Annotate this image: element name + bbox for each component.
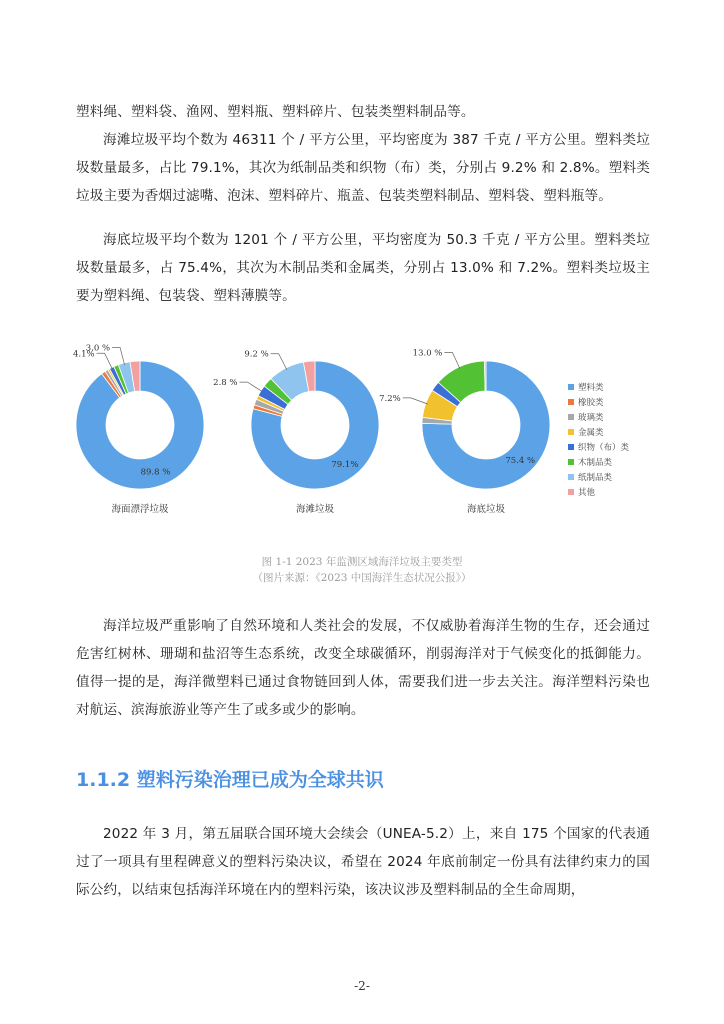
paragraph-unea: 2022 年 3 月，第五届联合国环境大会续会（UNEA-5.2）上，来自 175 个国家的代表通过了一项具有里程碑意义的塑料污染决议，希望在 2024 年底前制定一份具有法律约束力的国际公约，以结束包括海洋环境在内的塑料污染，该决议涉及塑料制品的全生命周期， [76,826,650,898]
legend-swatch-3 [568,429,574,435]
paragraph-beach-litter: 海滩垃圾平均个数为 46311 个 / 平方公里，平均密度为 387 千克 / 平方公里。塑料类垃圾数量最多，占比 79.1%，其次为纸制品类和织物（布）类，分别占 9.2% 和 2.8%。塑料类垃圾主要为香烟过滤嘴、泡沫、塑料碎片、瓶盖、包装类塑料制品、塑料袋、塑料瓶等。 [76,132,650,204]
data-label-0-1: 4.1% [72,349,95,360]
litter-donut-charts [60,340,670,540]
data-label-0-2: 3.0 % [85,343,111,354]
legend-swatch-2 [568,414,574,420]
page-number: -2- [354,979,370,993]
slice-2-7 [484,361,486,391]
legend-swatch-5 [568,459,574,465]
leader-line-1-1 [239,382,262,392]
data-label-1-0: 79.1% [331,459,359,470]
chart-title-0: 海面漂浮垃圾 [111,504,169,515]
legend-swatch-7 [568,489,574,495]
legend-label-4: 织物（布）类 [578,443,630,453]
data-label-1-2: 9.2 % [244,349,269,360]
legend-swatch-6 [568,474,574,480]
data-label-0-0: 89.8 % [140,467,171,478]
figure-caption: 图 1-1 2023 年监测区域海洋垃圾主要类型 [261,556,463,568]
chart-title-1: 海滩垃圾 [295,504,335,515]
leader-line-0-2 [112,348,124,365]
data-label-1-1: 2.8 % [213,378,238,389]
paragraph-continuation: 塑料绳、塑料袋、渔网、塑料瓶、塑料碎片、包装类塑料制品等。 [76,104,475,120]
legend-label-6: 纸制品类 [578,473,613,483]
data-label-2-0: 75.4 % [505,456,536,467]
figure-source: （图片来源：《2023 中国海洋生态状况公报》） [252,572,472,584]
data-label-2-1: 7.2% [379,393,401,404]
chart-title-2: 海底垃圾 [466,504,506,515]
legend-swatch-1 [568,399,574,405]
paragraph-impact: 海洋垃圾严重影响了自然环境和人类社会的发展，不仅威胁着海洋生物的生存，还会通过危害红树林、珊瑚和盐沼等生态系统，改变全球碳循环，削弱海洋对于气候变化的抵御能力。值得一提的是，海洋微塑料已通过食物链回到人体，需要我们进一步去关注。海洋塑料污染也对航运、滨海旅游业等产生了或多或少的影响。 [76,618,650,718]
legend-label-1: 橡胶类 [578,398,604,408]
paragraph-seabed-litter: 海底垃圾平均个数为 1201 个 / 平方公里，平均密度为 50.3 千克 / 平方公里。塑料类垃圾数量最多，占 75.4%，其次为木制品类和金属类，分别占 13.0% 和 7.2%。塑料类垃圾主要为塑料绳、包装袋、塑料薄膜等。 [76,232,650,304]
data-label-2-2: 13.0 % [412,348,443,359]
leader-line-1-2 [271,354,287,370]
legend-swatch-0 [568,384,574,390]
legend-label-3: 金属类 [578,428,604,438]
leader-line-2-2 [444,352,460,368]
section-heading: 1.1.2 塑料污染治理已成为全球共识 [76,769,384,791]
legend-label-0: 塑料类 [578,383,604,393]
leader-line-2-1 [403,398,428,404]
legend-label-2: 玻璃类 [578,413,604,423]
legend-swatch-4 [568,444,574,450]
leader-line-0-1 [97,353,113,369]
legend-label-5: 木制品类 [578,458,613,468]
legend-label-7: 其他 [578,488,596,498]
